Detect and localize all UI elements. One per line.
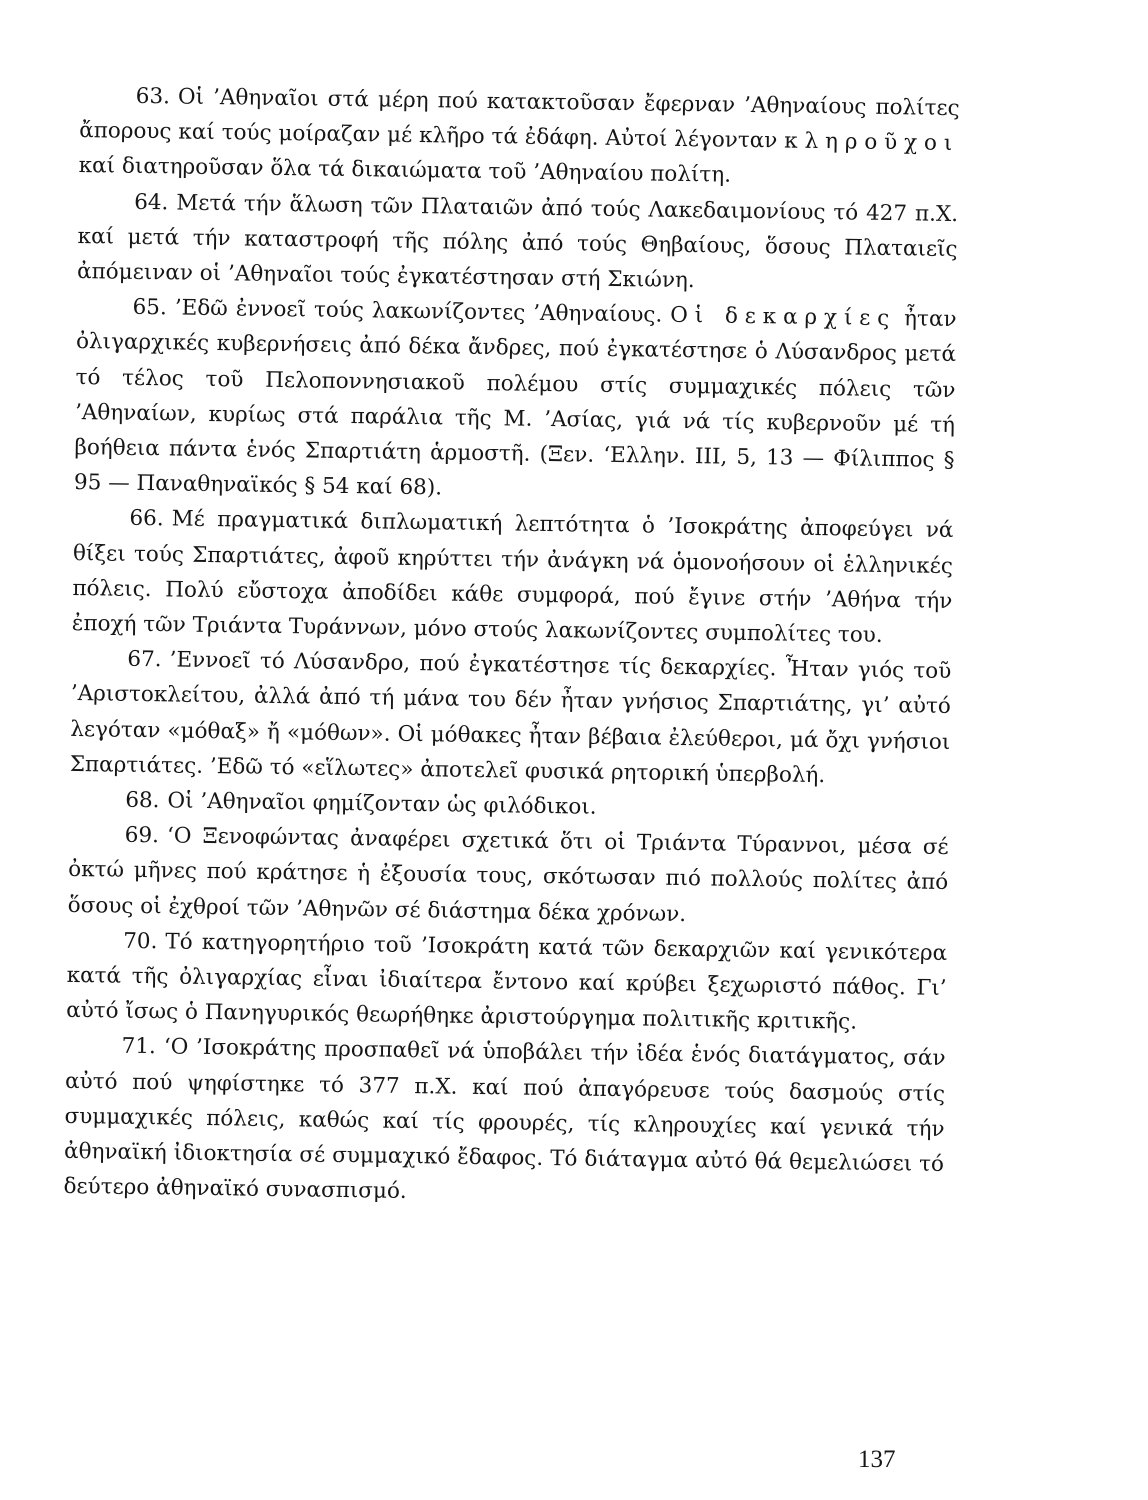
note-text: Οἱ ’Αθηναῖοι φημίζονταν ὡς φιλόδικοι. xyxy=(167,788,597,820)
note-64 xyxy=(77,184,958,303)
note-text: Μέ πραγματικά διπλωματική λεπτότητα ὁ ’Ισοκράτης ἀποφεύγει νά θίξει τούς Σπαρτιάτες, ἀφοῦ κηρύττει τήν ἀνάγκη νά ὁμονοήσουν οἱ ἑλληνικές πόλεις. Πολύ εὔστοχα ἀποδίδει κάθε συμφορά, πού ἔγινε στήν ’Αθήνα τήν ἐποχή τῶν Τριάντα Τυράννων, μόνο στούς λακωνίζοντες συμπολίτες του. xyxy=(71,506,954,649)
page-number: 137 xyxy=(858,1446,896,1473)
note-text: ‘Ο Ξενοφώντας ἀναφέρει σχετικά ὅτι οἱ Τριάντα Τύραννοι, μέσα σέ ὀκτώ μῆνες πού κράτησε ἡ ἐξουσία τους, σκότωσαν πιό πολλούς πολίτες ἀπό ὅσους οἱ ἐχθροί τῶν ’Αθηνῶν σέ διάστημα δέκα χρόνων. xyxy=(67,823,949,927)
note-65 xyxy=(74,289,957,513)
note-text: ’Εδῶ ἐννοεῖ τούς λακωνίζοντες ’Αθηναίους. xyxy=(174,295,671,328)
note-text: καί διατηροῦσαν ὅλα τά δικαιώματα τοῦ ’Αθηναίου πολίτη. xyxy=(78,153,732,189)
spaced-term: Οἱ δεκαρχίες xyxy=(670,303,897,332)
note-text: ’Εννοεῖ τό Λύσανδρο, πού ἐγκατέστησε τίς δεκαρχίες. Ἦταν γιός τοῦ ’Αριστοκλείτου, ἀλλά ἀπό τή μάνα του δέν ἦταν γνήσιος Σπαρτιάτης, γι’ αὐτό λεγόταν «μόθαξ» ἤ «μόθων». Οἱ μόθακες ἦταν βέβαια ἐλεύθεροι, μά ὄχι γνήσιοι Σπαρτιάτες. ’Εδῶ τό «εἵλωτες» ἀποτελεῖ φυσικά ρητορική ὑπερβολή. xyxy=(69,647,952,788)
note-70 xyxy=(66,923,947,1042)
note-66 xyxy=(72,500,954,654)
note-text: Μετά τήν ἅλωση τῶν Πλαταιῶν ἀπό τούς Λακεδαιμονίους τό 427 π.Χ. καί μετά τήν καταστροφή τῆς πόλης ἀπό τούς Θηβαίους, ὅσους Πλαταιεῖς ἀπόμειναν οἱ ’Αθηναῖοι τούς ἐγκατέστησαν στή Σκιώνη. xyxy=(76,190,959,294)
note-number: 67. xyxy=(127,647,162,673)
note-number: 68. xyxy=(125,787,160,814)
note-number: 65. xyxy=(132,295,167,321)
note-number: 70. xyxy=(123,928,158,955)
note-text: Τό κατηγορητήριο τοῦ ’Ισοκράτη κατά τῶν δεκαρχιῶν καί γενικότερα κατά τῆς ὀλιγαρχίας εἶναι ἰδιαίτερα ἔντονο καί κρύβει ξεχωριστό πάθος. Γι’ αὐτό ἴσως ὁ Πανηγυρικός θεωρήθηκε ἀριστούργημα πολιτικῆς κριτικῆς. xyxy=(65,929,948,1035)
note-69 xyxy=(67,817,948,936)
note-67 xyxy=(70,641,952,795)
note-text: Οἱ ’Αθηναῖοι στά μέρη πού κατακτοῦσαν ἔφερναν ’Αθηναίους πολίτες ἄπορους καί τούς μοίραζαν μέ κλῆρο τά ἐδάφη. Αὐτοί λέγονταν xyxy=(79,84,960,154)
spaced-term: κληροῦχοι xyxy=(784,128,960,157)
note-number: 66. xyxy=(129,506,164,532)
note-number: 69. xyxy=(124,823,160,849)
note-71 xyxy=(63,1028,946,1217)
note-number: 71. xyxy=(121,1034,157,1060)
endnotes-text xyxy=(63,78,960,1217)
note-number: 63. xyxy=(135,83,171,110)
note-text: ‘Ο ’Ισοκράτης προσπαθεῖ νά ὑποβάλει τήν ἰδέα ἑνός διατάγματος, σάν αὐτό πού ψηφίστηκε τό 377 π.Χ. καί πού ἀπαγόρευσε τούς δασμούς στίς συμμαχικές πόλεις, καθώς καί τίς φρουρές, τίς κληρουχίες καί γενικά τήν ἀθηναϊκή ἰδιοκτησία σέ συμμαχικό ἔδαφος. Τό διάταγμα αὐτό θά θεμελιώσει τό δεύτερο ἀθηναϊκό συνασπισμό. xyxy=(63,1034,946,1205)
note-number: 64. xyxy=(133,189,169,215)
note-63 xyxy=(78,78,959,197)
note-text: ἦταν ὀλιγαρχικές κυβερνήσεις ἀπό δέκα ἄνδρες, πού ἐγκατέστησε ὁ Λύσανδρος μετά τό τέλος τοῦ Πελοποννησιακοῦ πολέμου στίς συμμαχικές πόλεις τῶν ’Αθηναίων, κυρίως στά παράλια τῆς Μ. ’Ασίας, γιά νά τίς κυβερνοῦν μέ τή βοήθεια πάντα ἑνός Σπαρτιάτη ἁρμοστῆ. (Ξεν. ‘Ελλην. ΙΙΙ, 5, 13 — Φίλιππος § 95 — Παναθηναϊκός § 54 καί 68). xyxy=(73,306,957,501)
